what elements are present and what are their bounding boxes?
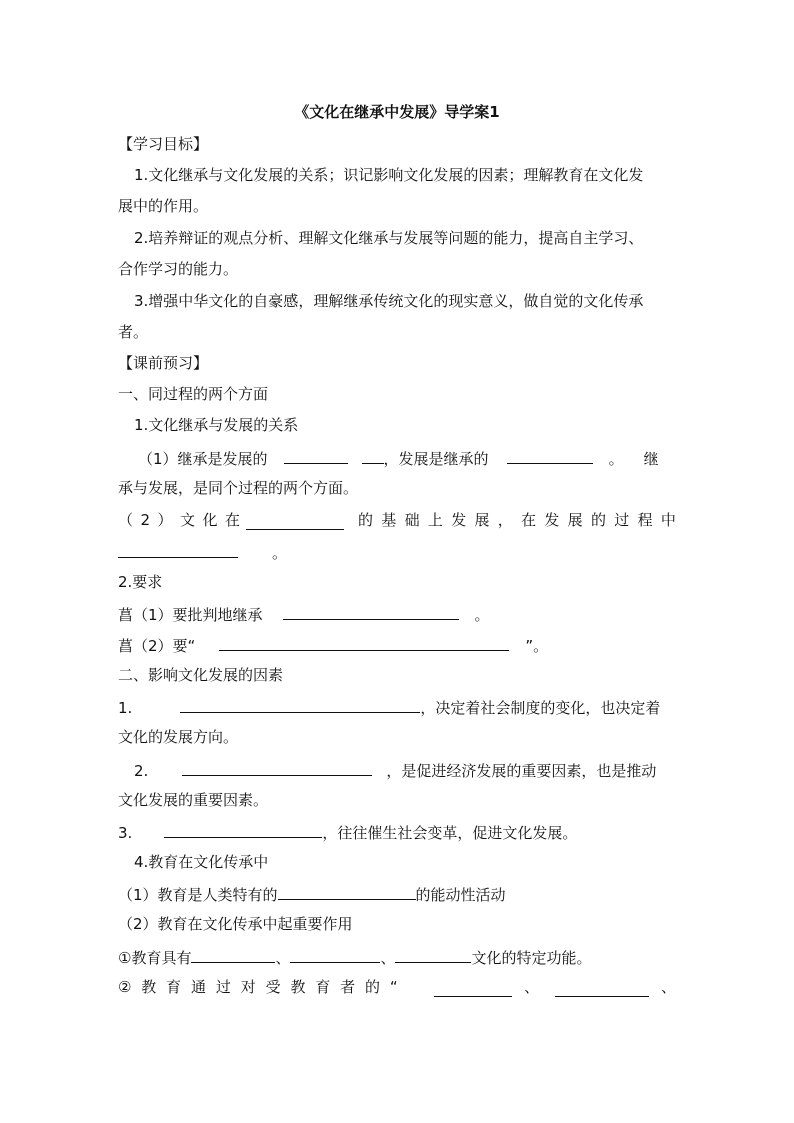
question-1-line-1 (138, 447, 676, 469)
fill-blank[interactable] (362, 447, 384, 464)
question-2-tail: 的 基 础 上 发 展 ， 在 发 展 的 过 程 中 (358, 511, 676, 529)
objective-3-line-1: 3.增强中华文化的自豪感，理解继承传统文化的现实意义，做自觉的文化传承 (134, 292, 644, 310)
fill-blank[interactable] (507, 447, 593, 464)
fill-blank[interactable] (246, 513, 344, 530)
fill-blank[interactable] (290, 946, 380, 963)
preview-heading: 【课前预习】 (118, 354, 209, 372)
education-4-lead: ② 教 育 通 过 对 受 教 育 者 的 “ (118, 978, 398, 996)
factor-2-line-1: 2. ，是促进经济发展的重要因素，也是推动 (134, 759, 676, 781)
factor-1-line-1: 1. ，决定着社会制度的变化，也决定着 (118, 696, 676, 718)
question-1-period: 。 (608, 450, 624, 468)
question-2-line-2 (118, 541, 676, 563)
factor-3: 3. ，往往催生社会变革，促进文化发展。 (118, 821, 676, 843)
question-2-line-1 (118, 510, 676, 530)
objective-2-line-2: 合作学习的能力。 (118, 260, 239, 278)
education-3: ①教育具有 、 、 文化的特定功能。 (118, 946, 676, 968)
fill-blank[interactable] (164, 821, 322, 838)
subsection-1-heading: 1.文化继承与发展的关系 (134, 416, 299, 434)
fill-blank[interactable] (278, 883, 416, 900)
question-1-text-a: （1）继承是发展的 (138, 450, 268, 468)
objective-2-line-1: 2.培养辩证的观点分析、理解文化继承与发展等问题的能力，提高自主学习、 (134, 229, 644, 247)
fill-blank[interactable] (395, 946, 471, 963)
question-1-line-2: 承与发展，是同个过程的两个方面。 (118, 479, 359, 497)
requirement-1: 菖（1）要批判地继承 。 (118, 603, 676, 625)
factor-2-line-2: 文化发展的重要因素。 (118, 791, 269, 809)
fill-blank[interactable] (118, 541, 238, 558)
fill-blank[interactable] (180, 696, 420, 713)
question-2-lead: （ 2 ） 文 化 在 (118, 511, 240, 529)
fill-blank[interactable] (283, 603, 459, 620)
subsection-2-heading: 2.要求 (118, 573, 163, 591)
education-2: （2）教育在文化传承中起重要作用 (118, 915, 353, 933)
question-1-text-b: ，发展是继承的 (383, 450, 489, 468)
section-1-heading: 一、同过程的两个方面 (118, 385, 269, 403)
fill-blank[interactable] (434, 980, 512, 997)
question-2-period: 。 (272, 544, 288, 562)
objective-1-line-2: 展中的作用。 (118, 197, 209, 215)
education-4: ② 教 育 通 过 对 受 教 育 者 的 “ 、 、 (118, 978, 677, 996)
fill-blank[interactable] (191, 946, 275, 963)
section-2-heading: 二、影响文化发展的因素 (118, 666, 284, 684)
objectives-heading: 【学习目标】 (118, 135, 209, 153)
fill-blank[interactable] (555, 980, 649, 997)
education-1: （1）教育是人类特有的 的能动性活动 (118, 883, 676, 905)
fill-blank[interactable] (284, 447, 348, 464)
fill-blank[interactable] (182, 759, 372, 776)
document-title: 《文化在继承中发展》导学案1 (294, 103, 500, 121)
fill-blank[interactable] (219, 634, 509, 651)
requirement-2: 菖（2）要“ ”。 (118, 634, 676, 656)
objective-3-line-2: 者。 (118, 323, 149, 341)
factor-1-line-2: 文化的发展方向。 (118, 728, 239, 746)
objective-1-line-1: 1.文化继承与文化发展的关系；识记影响文化发展的因素；理解教育在文化发 (134, 166, 644, 184)
question-1-text-d: 继 (643, 450, 659, 468)
subsection-4-heading: 4.教育在文化传承中 (134, 853, 269, 871)
